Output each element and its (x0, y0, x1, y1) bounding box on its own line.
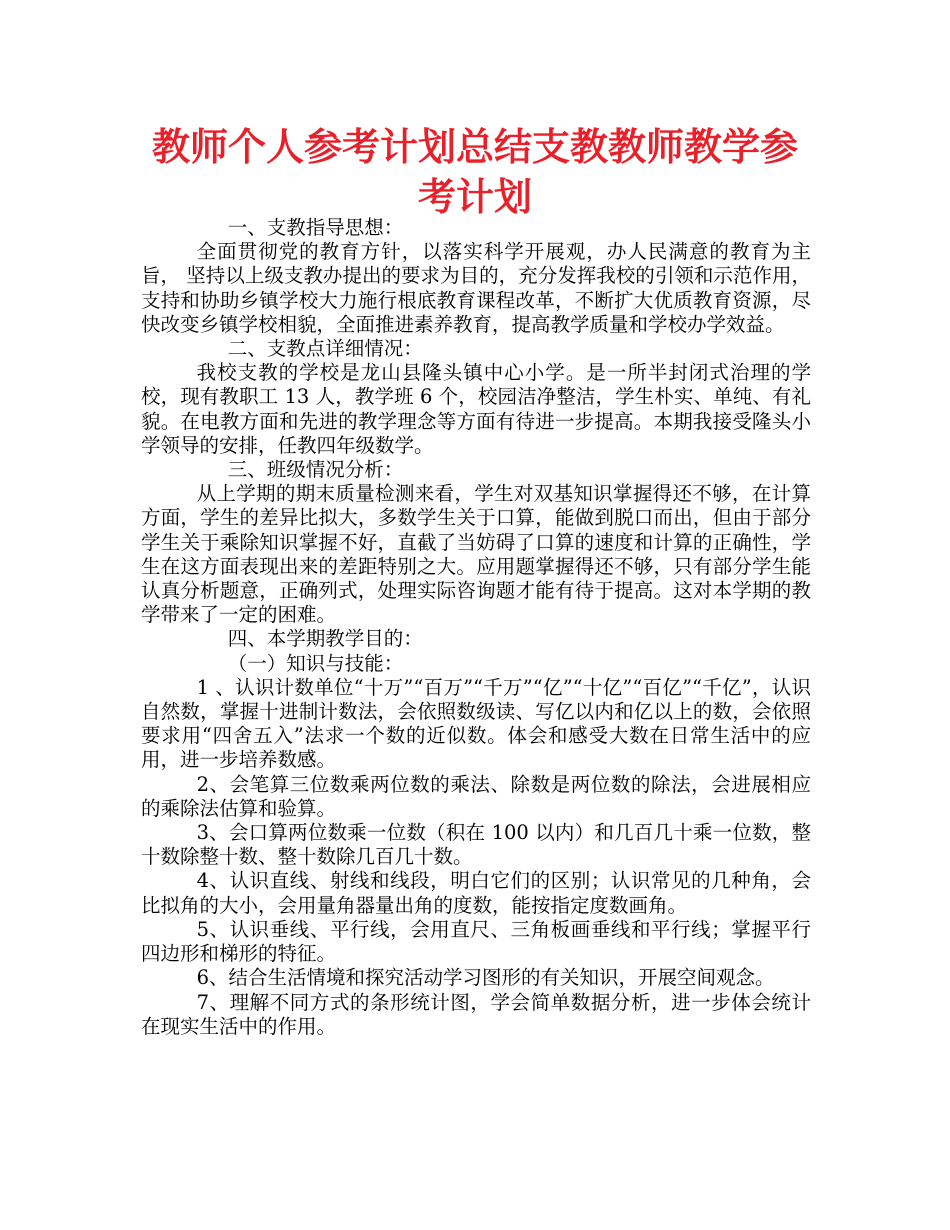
paragraph: 从上学期的期末质量检测来看，学生对双基知识掌握得还不够，在计算方面，学生的差异比拟大，多数学生关于口算，能做到脱口而出，但由于部分学生关于乘除知识掌握不好，直截了当妨碍了口算的速度和计算的正确性，学生在这方面表现出来的差距特别之大。应用题掌握得还不够，只有部分学生能认真分析题意，正确列式，处理实际咨询题才能有待于提高。这对本学期的教学带来了一定的困难。 (141, 482, 811, 627)
list-item: 3、会口算两位数乘一位数（积在 100 以内）和几百几十乘一位数，整十数除整十数、整十数除几百几十数。 (141, 821, 811, 869)
list-item: 6、结合生活情境和探究活动学习图形的有关知识，开展空间观念。 (196, 966, 775, 990)
list-item: 7、理解不同方式的条形统计图，学会简单数据分析，进一步体会统计在现实生活中的作用。 (141, 990, 811, 1038)
subsection-heading: （一）知识与技能： (227, 651, 404, 675)
list-item: 2、会笔算三位数乘两位数的乘法、除数是两位数的除法，会进展相应的乘除法估算和验算。 (141, 772, 811, 820)
paragraph: 全面贯彻党的教育方针，以落实科学开展观，办人民满意的教育为主旨， 坚持以上级支教办提出的要求为目的，充分发挥我校的引领和示范作用，支持和协助乡镇学校大力施行根底教育课程改革，不断扩大优质教育资源，尽快改变乡镇学校相貌，全面推进素养教育，提高教学质量和学校办学效益。 (141, 240, 811, 336)
list-item: 5、认识垂线、平行线，会用直尺、三角板画垂线和平行线；掌握平行四边形和梯形的特征。 (141, 917, 811, 966)
section-heading-2: 二、支教点详细情况： (227, 337, 423, 361)
section-heading-4: 四、本学期教学目的： (227, 627, 423, 651)
document-title: 教师个人参考计划总结支教教师教学参考计划 (151, 125, 798, 219)
list-item: 1 、认识计数单位“十万”“百万”“千万”“亿”“十亿”“百亿”“千亿”，认识自然数，掌握十进制计数法，会依照数级读、写亿以内和亿以上的数，会依照要求用“四舍五入”法求一个数的近似数。体会和感受大数在日常生活中的应用，进一步培养数感。 (141, 675, 811, 772)
document-body (141, 216, 811, 1039)
section-heading-1: 一、支教指导思想： (227, 216, 404, 239)
section-heading-3: 三、班级情况分析： (227, 458, 404, 482)
paragraph: 我校支教的学校是龙山县隆头镇中心小学。是一所半封闭式治理的学校，现有教职工 13 人，教学班 6 个，校园洁净整洁，学生朴实、单纯、有礼貌。在电教方面和先进的教学理念等方面有待进一步提高。本期我接受隆头小学领导的安排，任教四年级数学。 (141, 361, 811, 457)
list-item: 4、认识直线、射线和线段，明白它们的区别；认识常见的几种角，会比拟角的大小，会用量角器量出角的度数，能按指定度数画角。 (141, 869, 811, 917)
